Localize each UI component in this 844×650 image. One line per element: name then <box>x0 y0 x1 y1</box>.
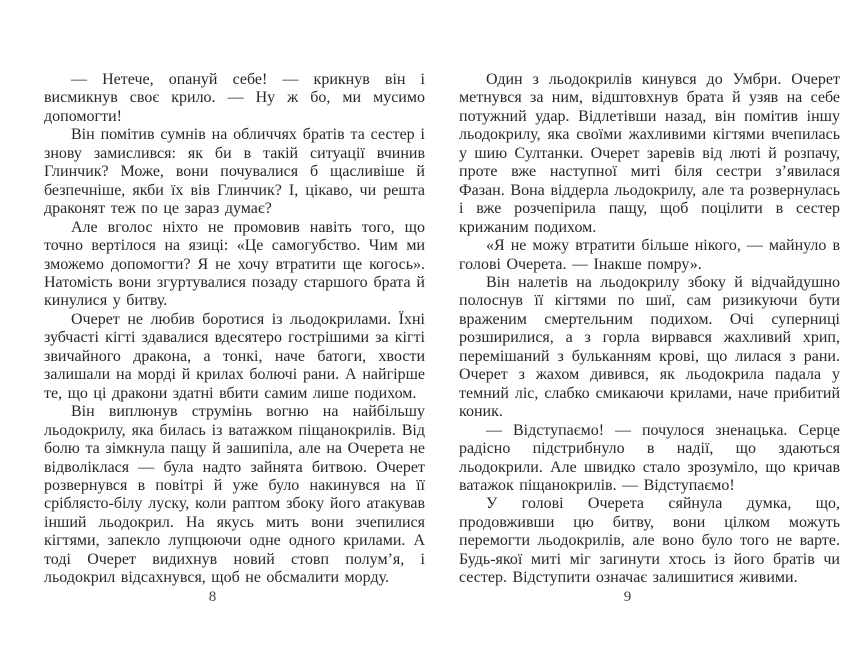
page-left-text <box>44 0 425 588</box>
paragraph: У голові Очерета сяйнула думка, що, продовживши цю битву, вони цілком можуть перемогти льодокрилів, але воно було того не варте. Будь-якої миті міг загинути хтось із його братів чи сестер. Відступити означає залишитися живими. <box>459 495 840 587</box>
page-left-number: 8 <box>208 589 217 605</box>
paragraph: Але вголос ніхто не промовив навіть того, що точно вертілося на язиці: «Це самогубство. Чим ми зможемо допомогти? Я не хочу втратити ще когось». Натомість вони згуртувалися позаду старшого брата й кинулися у битву. <box>44 218 425 310</box>
page-right-number: 9 <box>623 589 632 605</box>
paragraph: — Нетече, опануй себе! — крикнув він і висмикнув своє крило. — Ну ж бо, ми мусимо допомогти! <box>44 71 425 125</box>
paragraph: Очерет не любив боротися із льодокрилами. Їхні зубчасті кігті здавалися вдесятеро гострішими за кігті звичайного дракона, а тонкі, наче батоги, хвости залишали на морді й крилах болючі рани. А найгірше те, що ці дракони здатні вбити самим лише подихом. <box>44 310 425 402</box>
page-right-text <box>459 0 840 588</box>
paragraph: Один з льодокрилів кинувся до Умбри. Очерет метнувся за ним, відштовхнув брата й узяв на себе потужний удар. Відлетівши назад, він помітив іншу льодокрилу, яка своїми жахливими кігтями вчепилась у шию Султанки. Очерет заревів від люті й розпачу, проте вже наступної миті біля сестри з’явилася Фазан. Вона віддерла льодокрилу, але та розвернулась і вже розчепірила пащу, щоб поцілити в сестер крижаним подихом. <box>459 71 840 236</box>
page-right <box>459 0 840 650</box>
paragraph: Він помітив сумнів на обличчях братів та сестер і знову замислився: як би в такій ситуації вчинив Глинчик? Може, вони почувалися б щасливіше й безпечніше, якби їх вів Глинчик? І, цікаво, чи решта драконят теж по це зараз думає? <box>44 126 425 218</box>
paragraph: — Відступаємо! — почулося зненацька. Серце радісно підстрибнуло в надії, що здаються льодокрили. Але швидко стало зрозуміло, що кричав ватажок піщанокрилів. — Відступаємо! <box>459 421 840 494</box>
paragraph: Він виплюнув струмінь вогню на найбільшу льодокрилу, яка билась із ватажком піщанокрилів. Від болю та зімкнула пащу й зашипіла, але на Очерета не відволіклася — була надто зайнята битвою. Очерет розвернувся в повітрі й уже було накинувся на її сріблясто-білу луску, коли раптом збоку його атакував інший льодокрил. На якусь мить вони зчепилися кігтями, запекло лупцюючи одне одного крилами. А тоді Очерет видихнув новий стовп полум’я, і льодокрил відсахнувся, щоб не обсмалити морду. <box>44 403 425 587</box>
paragraph: «Я не можу втратити більше нікого, — майнуло в голові Очерета. — Інакше помру». <box>459 237 840 273</box>
paragraph: Він налетів на льодокрилу збоку й відчайдушно полоснув її кігтями по шиї, сам ризикуючи бути враженим смертельним подихом. Очі суперниці розширилися, а з горла вирвався жахливий хрип, перемішаний з бульканням крові, що лилася з рани. Очерет з жахом дивився, як льодокрила падала у темний ліс, слабко смикаючи крилами, наче прибитий коник. <box>459 273 840 421</box>
page-left <box>44 0 425 650</box>
